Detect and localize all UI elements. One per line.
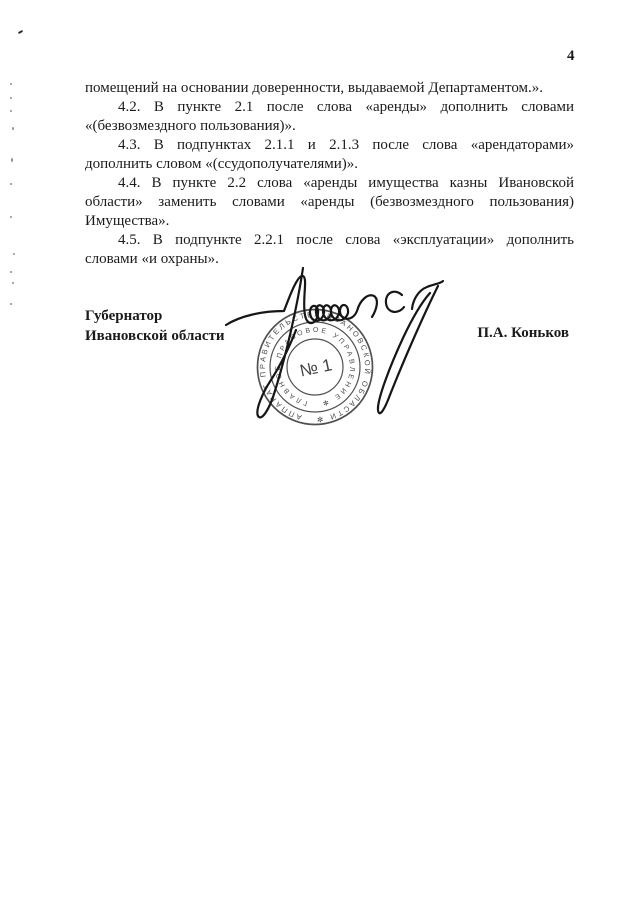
document-line: Имущества».: [85, 213, 170, 229]
scan-speck: [10, 110, 12, 112]
scan-speck: [10, 97, 12, 99]
document-line: области» заменить словами «аренды (безвозмездного пользования): [85, 194, 574, 210]
signer-title-line1: Губернатор: [85, 308, 163, 324]
page-number: 4: [567, 48, 575, 64]
stamp-outer-ring-text: АППАРАТ ПРАВИТЕЛЬСТВА ИВАНОВСКОЙ ОБЛАСТИ ✻: [257, 309, 373, 425]
stamp-center-number: № 1: [297, 355, 334, 381]
document-line: помещений на основании доверенности, выдаваемой Департаментом.».: [85, 80, 544, 96]
document-line: 4.5. В подпункте 2.2.1 после слова «эксплуатации» дополнить: [118, 232, 574, 248]
scan-speck: [13, 253, 15, 255]
document-line: словами «и охраны».: [85, 251, 219, 267]
scan-speck: [10, 271, 12, 273]
document-line: 4.3. В подпунктах 2.1.1 и 2.1.3 после слова «арендаторами»: [118, 137, 574, 153]
signature-c-stroke: [386, 292, 404, 312]
scan-speck: [12, 282, 14, 284]
signer-title-line2: Ивановской области: [85, 327, 225, 344]
signer-name: П.А. Коньков: [477, 325, 569, 341]
scan-speck: [10, 303, 12, 305]
document-line: 4.4. В пункте 2.2 слова «аренды имущества казны Ивановской: [118, 175, 574, 191]
stamp-inner-ring-text: ГЛАВНОЕ ПРАВОВОЕ УПРАВЛЕНИЕ ✻: [274, 326, 356, 407]
document-body: [85, 79, 574, 269]
document-line: 4.2. В пункте 2.1 после слова «аренды» дополнить словами: [118, 99, 574, 115]
stamp-and-signature: [200, 252, 470, 448]
scan-speck: [10, 83, 12, 85]
scan-artifact-mark: [18, 29, 24, 34]
scan-speck: [10, 183, 12, 185]
scan-speck: [10, 216, 12, 218]
scan-speck: [12, 127, 14, 130]
document-line: «(безвозмездного пользования)».: [85, 118, 296, 134]
scan-speck: [11, 158, 13, 162]
document-line: дополнить словом «(ссудополучателями)».: [85, 156, 359, 172]
